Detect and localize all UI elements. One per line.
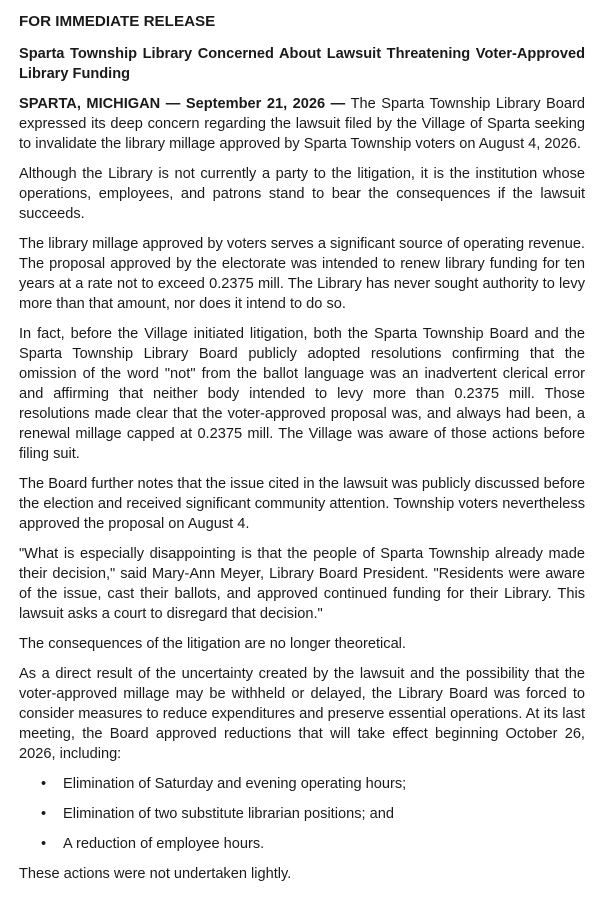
- paragraph-reductions-intro: As a direct result of the uncertainty created by the lawsuit and the possibility that the voter-approved millage may be withheld or delayed, the Library Board was forced to consider measures to reduce expenditures and preserve essential operations. At its last meeting, the Board approved reductions that will take effect beginning October 26, 2026, including:: [19, 666, 585, 762]
- closing-paragraph: These actions were not undertaken lightly.: [19, 866, 292, 882]
- bullet-icon: •: [41, 836, 47, 852]
- paragraph-millage-revenue: The library millage approved by voters serves a significant source of operating revenue. The proposal approved by the electorate was intended to renew library funding for ten years at a rate not to exceed 0.2375 mill. The Library has never sought authority to levy more than that amount, nor does it intend to do so.: [19, 236, 585, 312]
- reductions-list: [19, 774, 585, 854]
- list-item-text: Elimination of two substitute librarian positions; and: [63, 806, 394, 822]
- list-item-text: A reduction of employee hours.: [63, 836, 265, 852]
- list-item: [19, 834, 585, 854]
- paragraph-resolutions: In fact, before the Village initiated litigation, both the Sparta Township Board and the Sparta Township Library Board publicly adopted resolutions confirming that the omission of the word "not" from the ballot language was an inadvertent clerical error and affirming that neither body intended to levy more than 0.2375 mill. Those resolutions made clear that the voter-approved proposal was, and always had been, a renewal millage capped at 0.2375 mill. The Village was aware of those actions before filing suit.: [19, 326, 585, 462]
- bullet-icon: •: [41, 776, 47, 792]
- list-item: [19, 804, 585, 824]
- intro-text: The Sparta Township Library Board expressed its deep concern regarding the lawsuit filed by the Village of Sparta seeking to invalidate the library millage approved by Sparta Township voters on August 4, 2026.: [19, 96, 585, 152]
- release-label: FOR IMMEDIATE RELEASE: [19, 13, 216, 30]
- list-item: [19, 774, 585, 794]
- paragraph-consequences: The consequences of the litigation are no longer theoretical.: [19, 636, 406, 652]
- headline: Sparta Township Library Concerned About Lawsuit Threatening Voter-Approved Library Funding: [19, 46, 585, 82]
- paragraph-public-discussion: The Board further notes that the issue cited in the lawsuit was publicly discussed before the election and received significant community attention. Township voters nevertheless approved the proposal on August 4.: [19, 476, 585, 532]
- press-release-page: [19, 12, 585, 884]
- list-item-text: Elimination of Saturday and evening operating hours;: [63, 776, 407, 792]
- paragraph-litigation-party: Although the Library is not currently a party to the litigation, it is the institution whose operations, employees, and patrons stand to bear the consequences if the lawsuit succeeds.: [19, 166, 585, 222]
- dateline: SPARTA, MICHIGAN — September 21, 2026 —: [19, 96, 346, 112]
- bullet-icon: •: [41, 806, 47, 822]
- paragraph-president-quote: "What is especially disappointing is that the people of Sparta Township already made their decision," said Mary-Ann Meyer, Library Board President. "Residents were aware of the issue, cast their ballots, and approved continued funding for their Library. This lawsuit asks a court to disregard that decision.": [19, 546, 585, 622]
- intro-paragraph: [19, 94, 585, 154]
